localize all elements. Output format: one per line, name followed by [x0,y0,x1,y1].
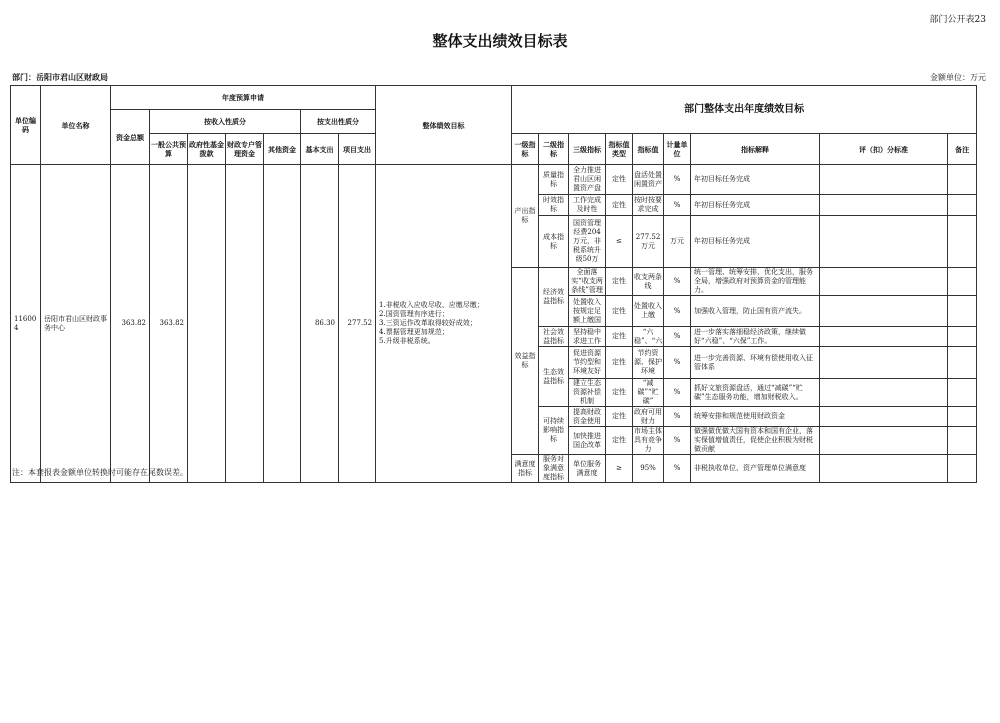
header-level2: 二级指标 [539,134,569,165]
amount-total: 363.82 [111,165,150,483]
header-remark: 备注 [948,134,977,165]
scoring-cell [820,165,948,195]
indicator-explain: 年初目标任务完成 [691,216,820,268]
header-basic: 基本支出 [301,134,339,165]
remark-cell [948,216,977,268]
value-type: 定性 [606,347,633,379]
measure-unit: % [664,195,691,216]
level2-ecological: 生态效益指标 [539,347,569,407]
level3-text: 全面落实“收支两条线”管理 [571,268,603,294]
measure-unit: % [664,379,691,407]
amount-basic: 86.30 [301,165,339,483]
indicator-explain: 非税执收单位、资产管理单位满意度 [691,455,820,483]
value-type: 定性 [606,427,633,455]
header-total: 资金总额 [111,110,150,165]
header-overall-goal: 整体绩效目标 [376,86,512,165]
goal-line: 5.升级非税系统。 [379,337,435,345]
header-by-expense: 按支出性质分 [301,110,376,134]
value-type: 定性 [606,379,633,407]
remark-cell [948,327,977,347]
remark-cell [948,347,977,379]
level3-text: 处置收入按规定足额上缴国 [573,297,602,324]
value-type: ≥ [606,455,633,483]
performance-table [10,85,977,483]
level3-text: 单位服务满意度 [573,459,602,477]
header-level1: 一级指标 [512,134,539,165]
header-gov-fund: 政府性基金拨款 [188,134,226,165]
indicator-explain: 年初目标任务完成 [691,195,820,216]
value-type: 定性 [606,195,633,216]
scoring-cell [820,347,948,379]
scoring-cell [820,216,948,268]
value-type: 定性 [606,327,633,347]
level2-sustainable: 可持续影响指标 [539,407,569,455]
indicator-explain: 统一管理、统筹安排、优化支出，服务全局，增强政府对预算资金的管理能力。 [691,268,820,296]
level3-text: 促进资源节约型和环境友好 [573,349,602,375]
remark-cell [948,165,977,195]
header-scoring: 评（扣）分标准 [820,134,948,165]
header-measure-unit: 计量单位 [664,134,691,165]
level2-service: 服务对象满意度指标 [543,455,565,481]
measure-unit: % [664,165,691,195]
remark-cell [948,407,977,427]
overall-goal-text [376,165,512,483]
amount-special [226,165,264,483]
indicator-explain: 进一步落实落细稳经济政策，继续做好“六稳”、“六保”工作。 [691,327,820,347]
header-special: 财政专户管理资金 [226,134,264,165]
level1-benefit: 效益指标 [512,268,539,455]
level3-text: 提高财政资金使用 [573,407,602,425]
table-row [11,165,977,195]
scoring-cell [820,327,948,347]
value-type: 定性 [606,165,633,195]
indicator-value: 市场主体具有竞争力 [634,427,663,453]
measure-unit: % [664,407,691,427]
header-annual-budget: 年度预算申请 [111,86,376,110]
header-unit-code: 单位编码 [11,86,41,165]
header-unit-name: 单位名称 [41,86,111,165]
goal-line: 2.国资管理有序进行； [379,310,449,318]
amount-project: 277.52 [339,165,376,483]
amount-general: 363.82 [150,165,188,483]
level3-text: 全力推进君山区闲置资产盘 [573,166,602,192]
unit-code: 116004 [11,165,41,483]
scoring-cell [820,195,948,216]
level2-social: 社会效益指标 [539,327,569,347]
level3-text: 工作完成及时性 [573,196,602,213]
value-type: 定性 [606,407,633,427]
header-value: 指标值 [633,134,664,165]
scoring-cell [820,407,948,427]
indicator-explain: 加强收入管理，防止国有资产流失。 [691,296,820,327]
measure-unit: % [664,268,691,296]
form-number: 部门公开表23 [929,15,986,25]
scoring-cell [820,455,948,483]
header-project: 项目支出 [339,134,376,165]
value-type: 定性 [606,268,633,296]
measure-unit: % [664,455,691,483]
measure-unit: % [664,296,691,327]
unit-name: 岳阳市君山区财政事务中心 [41,165,111,483]
header-value-type: 指标值类型 [606,134,633,165]
measure-unit: % [664,327,691,347]
header-by-income: 按收入性质分 [150,110,301,134]
value-type: ≤ [606,216,633,268]
amount-gov-fund [188,165,226,483]
goal-line: 3.三资运作改革取得较好成效； [379,319,477,327]
scoring-cell [820,268,948,296]
goal-line: 1.非税收入应收尽收、应缴尽缴； [379,301,484,309]
header-general: 一般公共预算 [150,134,188,165]
remark-cell [948,195,977,216]
level3-text: 坚持稳中求进工作 [573,327,602,345]
indicator-value: 处置收入上缴 [634,302,663,319]
indicator-explain: 统筹安排和规范使用财政资金 [691,407,820,427]
amount-unit-label: 金额单位：万元 [930,73,986,82]
level2-economic: 经济效益指标 [539,268,569,327]
remark-cell [948,268,977,296]
indicator-value: “减碳”“贮碳” [637,379,659,405]
measure-unit: 万元 [664,216,691,268]
remark-cell [948,427,977,455]
indicator-value: 95% [633,455,664,483]
indicator-value: 节约资源、保护环境 [634,349,663,375]
indicator-explain: 抓好文旅资源盘活，通过“减碳”“贮碳”生态服务功能，增加财税收入。 [691,379,820,407]
header-dept-goal: 部门整体支出年度绩效目标 [512,86,977,134]
indicator-value: “六稳”、“六 [634,327,663,345]
level2-timeliness: 时效指标 [539,195,569,216]
level1-satisfaction: 满意度指标 [512,455,539,483]
indicator-value: 政府可用财力 [634,407,663,425]
indicator-value: 收支两条线 [634,272,663,290]
level3-text: 国资管理经费204万元，非税系统升级50万 [573,219,602,263]
remark-cell [948,455,977,483]
footnote: 注：本套报表金额单位转换时可能存在尾数误差。 [12,468,188,477]
goal-line: 4.票据管理更加规范； [379,328,449,336]
indicator-value: 盘活处置闲置资产 [634,170,663,188]
level3-text: 建立生态资源补偿机制 [573,379,602,405]
value-type: 定性 [606,296,633,327]
header-other: 其他资金 [264,134,301,165]
level2-quality: 质量指标 [539,165,569,195]
scoring-cell [820,296,948,327]
page-title: 整体支出绩效目标表 [432,32,568,50]
indicator-explain: 做强做优做大国有资本和国有企业，落实保值增值责任，促使企业积极为财税做贡献 [691,427,820,455]
indicator-value: 按时按要求完成 [634,196,663,213]
level3-text: 加快推进国企改革 [573,431,602,449]
level2-cost: 成本指标 [539,216,569,268]
header-explain: 指标解释 [691,134,820,165]
department-label: 部门：岳阳市君山区财政局 [12,72,108,82]
amount-other [264,165,301,483]
scoring-cell [820,427,948,455]
remark-cell [948,379,977,407]
remark-cell [948,296,977,327]
header-level3: 三级指标 [569,134,606,165]
level1-output: 产出指标 [512,165,539,268]
measure-unit: % [664,347,691,379]
indicator-value: 277.52万元 [635,232,661,250]
indicator-explain: 进一步完善资源、环境有偿使用收入征管体系 [691,347,820,379]
measure-unit: % [664,427,691,455]
indicator-explain: 年初目标任务完成 [691,165,820,195]
scoring-cell [820,379,948,407]
